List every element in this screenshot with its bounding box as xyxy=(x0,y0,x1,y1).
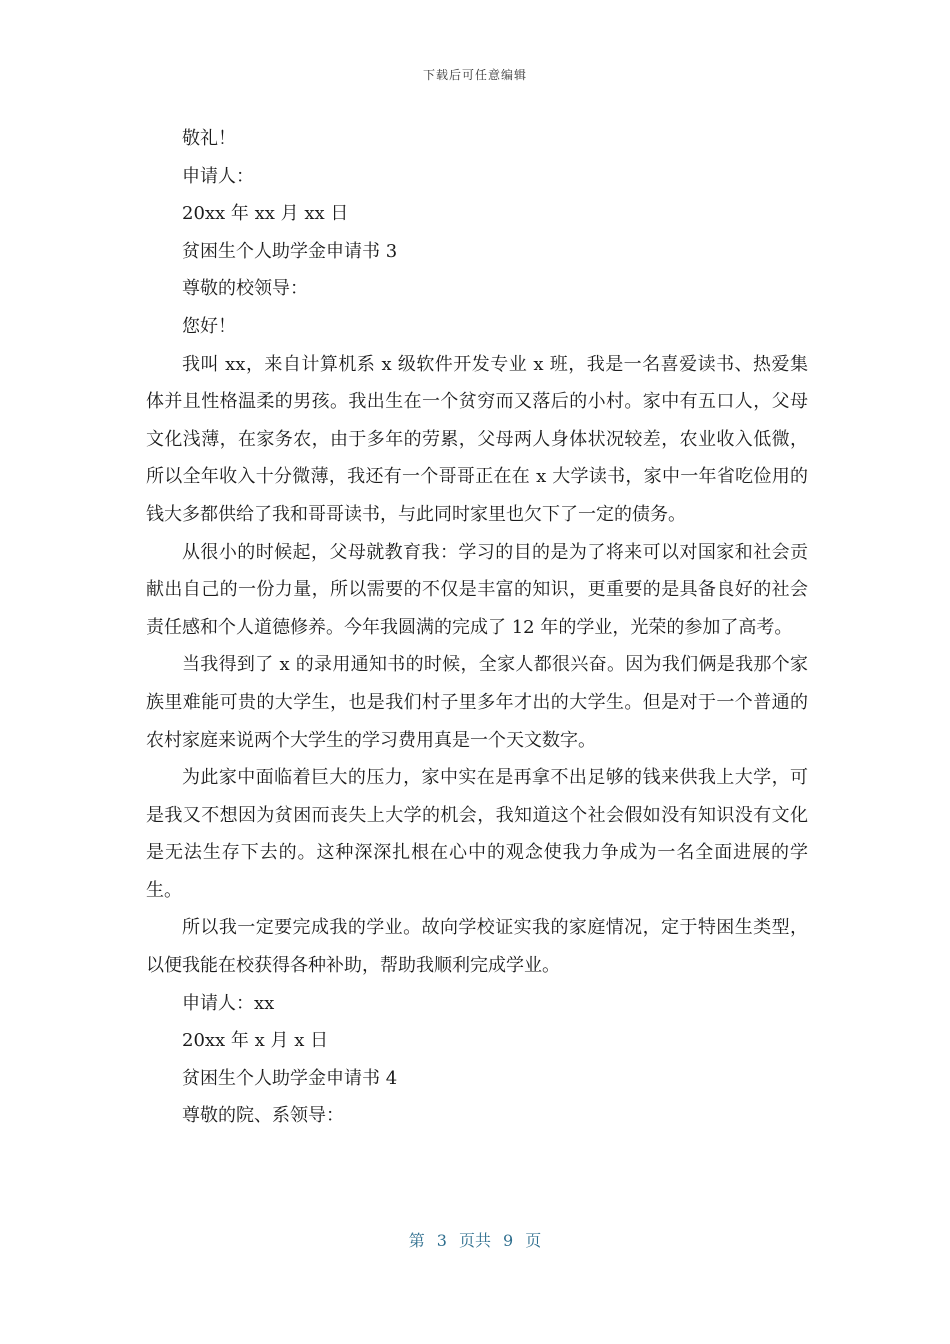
body-paragraph: 当我得到了 x 的录用通知书的时候，全家人都很兴奋。因为我们俩是我那个家族里难能可贵的大学生，也是我们村子里多年才出的大学生。但是对于一个普通的农村家庭来说两个大学生的学习费用真是一个天文数字。 xyxy=(146,654,808,751)
section-title: 贫困生个人助学金申请书 3 xyxy=(182,240,398,262)
closing-salutation: 敬礼！ xyxy=(182,128,236,149)
date-line: 20xx 年 x 月 x 日 xyxy=(182,1030,329,1052)
greeting: 您好！ xyxy=(182,315,236,337)
addressee: 尊敬的院、系领导： xyxy=(182,1105,344,1127)
footer-middle: 页共 xyxy=(458,1231,491,1250)
page-footer xyxy=(0,1228,950,1251)
footer-suffix: 页 xyxy=(525,1231,542,1250)
addressee: 尊敬的校领导： xyxy=(182,278,308,300)
body-paragraph: 我叫 xx，来自计算机系 x 级软件开发专业 x 班，我是一名喜爱读书、热爱集体并且性格温柔的男孩。我出生在一个贫穷而又落后的小村。家中有五口人，父母文化浅薄，在家务农，由于多年的劳累，父母两人身体状况较差，农业收入低微，所以全年收入十分微薄，我还有一个哥哥正在在 x 大学读书，家中一年省吃俭用的钱大多都供给了我和哥哥读书，与此同时家里也欠下了一定的债务。 xyxy=(146,353,808,525)
document-body xyxy=(146,120,808,1135)
header-note: 下载后可任意编辑 xyxy=(422,68,527,82)
body-paragraph: 所以我一定要完成我的学业。故向学校证实我的家庭情况，定于特困生类型，以便我能在校获得各种补助，帮助我顺利完成学业。 xyxy=(146,917,808,977)
date-line: 20xx 年 xx 月 xx 日 xyxy=(182,203,349,225)
section-title: 贫困生个人助学金申请书 4 xyxy=(182,1067,398,1089)
body-paragraph: 从很小的时候起，父母就教育我：学习的目的是为了将来可以对国家和社会贡献出自己的一份力量，所以需要的不仅是丰富的知识，更重要的是具备良好的社会责任感和个人道德修养。今年我圆满的完成了 12 年的学业，光荣的参加了高考。 xyxy=(146,541,808,638)
footer-prefix: 第 xyxy=(408,1231,425,1250)
applicant-signature: 申请人：xx xyxy=(182,992,275,1014)
total-pages-number: 9 xyxy=(503,1231,514,1250)
body-paragraph: 为此家中面临着巨大的压力，家中实在是再拿不出足够的钱来供我上大学，可是我又不想因为贫困而丧失上大学的机会，我知道这个社会假如没有知识没有文化是无法生存下去的。这种深深扎根在心中的观念使我力争成为一名全面进展的学生。 xyxy=(146,767,808,901)
applicant-label: 申请人： xyxy=(182,165,254,187)
current-page-number: 3 xyxy=(436,1231,447,1250)
